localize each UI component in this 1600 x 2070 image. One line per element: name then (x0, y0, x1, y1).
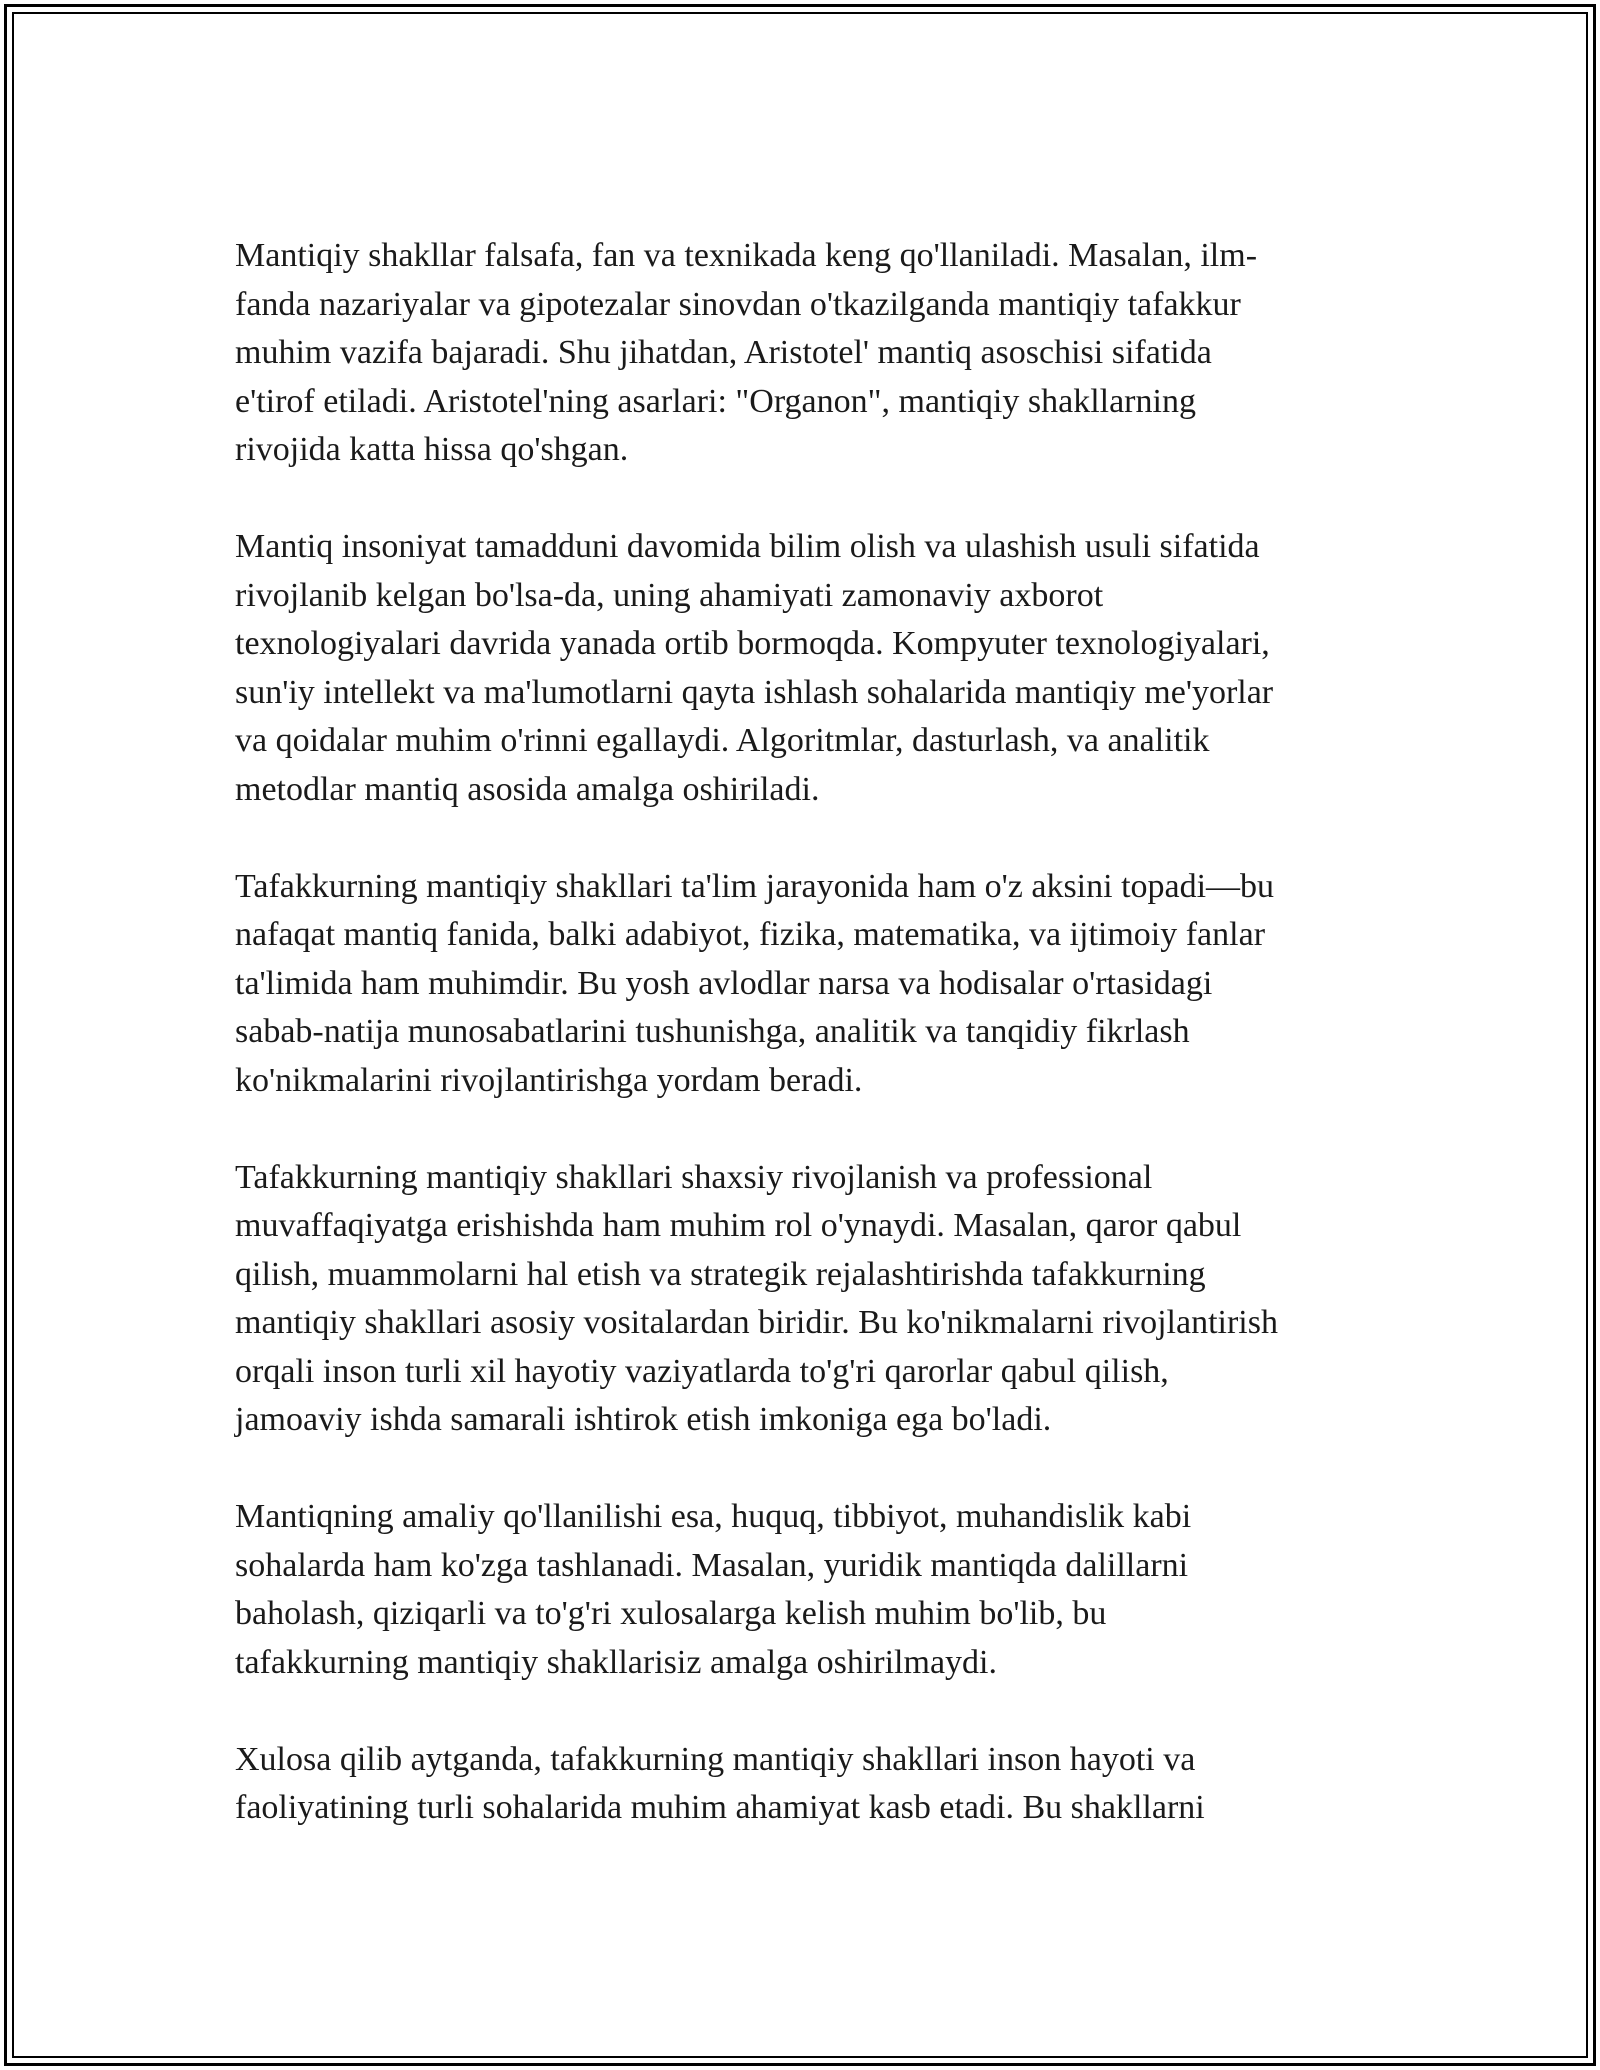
text-line: texnologiyalari davrida yanada ortib bormoqda. Kompyuter texnologiyalari, (235, 625, 1270, 662)
text-line: Tafakkurning mantiqiy shakllari ta'lim jarayonida ham o'z aksini topadi—bu (235, 867, 1275, 905)
paragraph-3 (235, 863, 1370, 1106)
paragraph-4 (235, 1154, 1370, 1445)
text-line: sohalarda ham ko'zga tashlanadi. Masalan, yuridik mantiqda dalillarni (235, 1546, 1189, 1584)
text-line: Xulosa qilib aytganda, tafakkurning mantiqiy shakllari inson hayoti va (235, 1740, 1196, 1778)
text-line: Mantiqning amaliy qo'llanilishi esa, huquq, tibbiyot, muhandislik kabi (235, 1498, 1192, 1535)
text-line: rivojida katta hissa qo'shgan. (235, 431, 629, 468)
paragraph-2 (235, 523, 1370, 814)
text-line: fanda nazariyalar va gipotezalar sinovdan o'tkazilganda mantiqiy tafakkur (235, 285, 1241, 323)
text-line: va qoidalar muhim o'rinni egallaydi. Algoritmlar, dasturlash, va analitik (235, 722, 1210, 759)
text-line: muhim vazifa bajaradi. Shu jihatdan, Aristotel' mantiq asoschisi sifatida (235, 334, 1212, 371)
text-line: ko'nikmalarini rivojlantirishga yordam beradi. (235, 1061, 863, 1099)
text-line: orqali inson turli xil hayotiy vaziyatlarda to'g'ri qarorlar qabul qilish, (235, 1352, 1169, 1390)
text-line: mantiqiy shakllari asosiy vositalardan biridir. Bu ko'nikmalarni rivojlantirish (235, 1304, 1278, 1341)
text-line: muvaffaqiyatga erishishda ham muhim rol o'ynaydi. Masalan, qaror qabul (235, 1207, 1242, 1244)
text-line: jamoaviy ishda samarali ishtirok etish imkoniga ega bo'ladi. (235, 1401, 1052, 1438)
text-line: nafaqat mantiq fanida, balki adabiyot, fizika, matematika, va ijtimoiy fanlar (235, 916, 1266, 953)
text-line: faoliyatining turli sohalarida muhim ahamiyat kasb etadi. Bu shakllarni (235, 1789, 1205, 1826)
paragraph-5 (235, 1493, 1370, 1687)
paragraph-6 (235, 1736, 1370, 1833)
document-body (235, 232, 1370, 1881)
text-line: Mantiq insoniyat tamadduni davomida bilim olish va ulashish usuli sifatida (235, 528, 1260, 565)
paragraph-1 (235, 232, 1370, 475)
text-line: sun'iy intellekt va ma'lumotlarni qayta ishlash sohalarida mantiqiy me'yorlar (235, 673, 1274, 711)
text-line: sabab-natija munosabatlarini tushunishga, analitik va tanqidiy fikrlash (235, 1013, 1190, 1050)
text-line: tafakkurning mantiqiy shakllarisiz amalga oshirilmaydi. (235, 1643, 997, 1681)
text-line: qilish, muammolarni hal etish va strategik rejalashtirishda tafakkurning (235, 1255, 1206, 1293)
text-line: Tafakkurning mantiqiy shakllari shaxsiy rivojlanish va professional (235, 1158, 1153, 1196)
text-line: e'tirof etiladi. Aristotel'ning asarlari: "Organon", mantiqiy shakllarning (235, 382, 1196, 420)
text-line: rivojlanib kelgan bo'lsa-da, uning ahamiyati zamonaviy axborot (235, 576, 1104, 614)
text-line: metodlar mantiq asosida amalga oshiriladi. (235, 770, 820, 808)
text-line: ta'limida ham muhimdir. Bu yosh avlodlar narsa va hodisalar o'rtasidagi (235, 964, 1213, 1002)
text-line: baholash, qiziqarli va to'g'ri xulosalarga kelish muhim bo'lib, bu (235, 1595, 1107, 1632)
text-line: Mantiqiy shakllar falsafa, fan va texnikada keng qo'llaniladi. Masalan, ilm- (235, 237, 1258, 274)
